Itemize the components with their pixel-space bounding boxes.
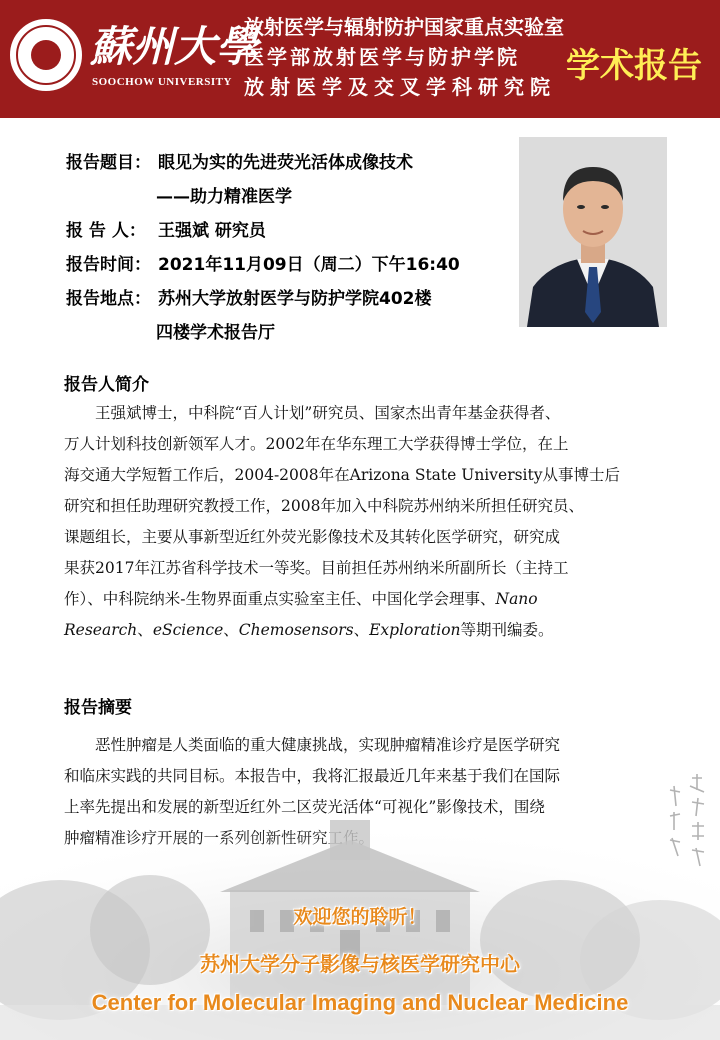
speaker-photo bbox=[519, 137, 667, 327]
place-sub-row bbox=[66, 316, 516, 350]
center-name-cn: 苏州大学分子影像与核医学研究中心 bbox=[200, 952, 520, 976]
bio-text bbox=[64, 398, 664, 646]
lab-line-1: 放射医学与辐射防护国家重点实验室 bbox=[244, 15, 564, 39]
lab-names bbox=[244, 12, 564, 102]
journal-name: Chemosensors bbox=[238, 621, 354, 639]
report-info bbox=[66, 146, 516, 350]
abstract-line: 和临床实践的共同目标。本报告中，我将汇报最近几年来基于我们在国际 bbox=[64, 767, 561, 785]
journal-name: Research bbox=[64, 621, 138, 639]
academic-report-tag: 学术报告 bbox=[566, 46, 702, 86]
header-banner bbox=[0, 0, 720, 118]
topic-value: 眼见为实的先进荧光活体成像技术 bbox=[158, 153, 413, 173]
separator: 、 bbox=[353, 621, 370, 639]
bio-line: 海交通大学短暂工作后，2004-2008年在Arizona State University从事博士后 bbox=[64, 466, 620, 484]
abstract-line: 恶性肿瘤是人类面临的重大健康挑战，实现肿瘤精准诊疗是医学研究 bbox=[95, 736, 561, 754]
abstract-line: 上率先提出和发展的新型近红外二区荧光活体“可视化”影像技术，围绕 bbox=[64, 798, 545, 816]
bio-line: 作）、中科院纳米-生物界面重点实验室主任、中国化学会理事、 bbox=[64, 590, 496, 608]
speaker-row bbox=[66, 214, 516, 248]
separator: 、 bbox=[137, 621, 153, 639]
university-name-logo: 蘇州大學 bbox=[90, 22, 259, 71]
bio-title: 报告人简介 bbox=[64, 375, 149, 395]
center-name-en: Center for Molecular Imaging and Nuclear Medicine bbox=[91, 990, 629, 1015]
bio-line: 研究和担任助理研究教授工作，2008年加入中科院苏州纳米所担任研究员、 bbox=[64, 497, 584, 515]
topic-row bbox=[66, 146, 516, 180]
university-seal-logo bbox=[10, 19, 82, 91]
speaker-value: 王强斌 研究员 bbox=[158, 221, 266, 241]
calligraphy-decoration bbox=[662, 770, 712, 900]
separator: 、 bbox=[223, 621, 239, 639]
topic-sub-row bbox=[66, 180, 516, 214]
bio-line: 万人计划科技创新领军人才。2002年在华东理工大学获得博士学位，在上 bbox=[64, 435, 569, 453]
bio-line-journals bbox=[64, 584, 664, 615]
place-subtitle: 四楼学术报告厅 bbox=[156, 323, 275, 343]
time-row bbox=[66, 248, 516, 282]
abstract-title: 报告摘要 bbox=[64, 698, 132, 718]
bio-line: 果获2017年江苏省科学技术一等奖。目前担任苏州纳米所副所长（主持工 bbox=[64, 559, 569, 577]
place-value: 苏州大学放射医学与防护学院402楼 bbox=[158, 289, 432, 309]
lab-line-2: 医学部放射医学与防护学院 bbox=[244, 45, 520, 69]
topic-subtitle: ——助力精准医学 bbox=[156, 187, 292, 207]
topic-label: 报告题目： bbox=[66, 153, 151, 173]
welcome-text: 欢迎您的聆听！ bbox=[293, 906, 427, 928]
bio-line: 课题组长，主要从事新型近红外荧光影像技术及其转化医学研究，研究成 bbox=[64, 528, 561, 546]
bio-line: 王强斌博士，中科院“百人计划”研究员、国家杰出青年基金获得者、 bbox=[95, 404, 561, 422]
lab-line-3: 放射医学及交叉学科研究院 bbox=[244, 75, 556, 99]
time-label: 报告时间： bbox=[66, 255, 151, 275]
time-value: 2021年11月09日（周二）下午16:40 bbox=[158, 255, 460, 275]
bio-tail: 等期刊编委。 bbox=[460, 621, 554, 639]
journal-name: eScience bbox=[152, 621, 224, 639]
place-row bbox=[66, 282, 516, 316]
journal-name: Nano bbox=[495, 590, 538, 608]
journal-name: Exploration bbox=[369, 621, 461, 639]
university-english-name: SOOCHOW UNIVERSITY bbox=[92, 76, 232, 88]
bio-line-journals-2 bbox=[64, 615, 664, 646]
place-label: 报告地点： bbox=[66, 289, 151, 309]
speaker-label: 报 告 人： bbox=[66, 221, 146, 241]
